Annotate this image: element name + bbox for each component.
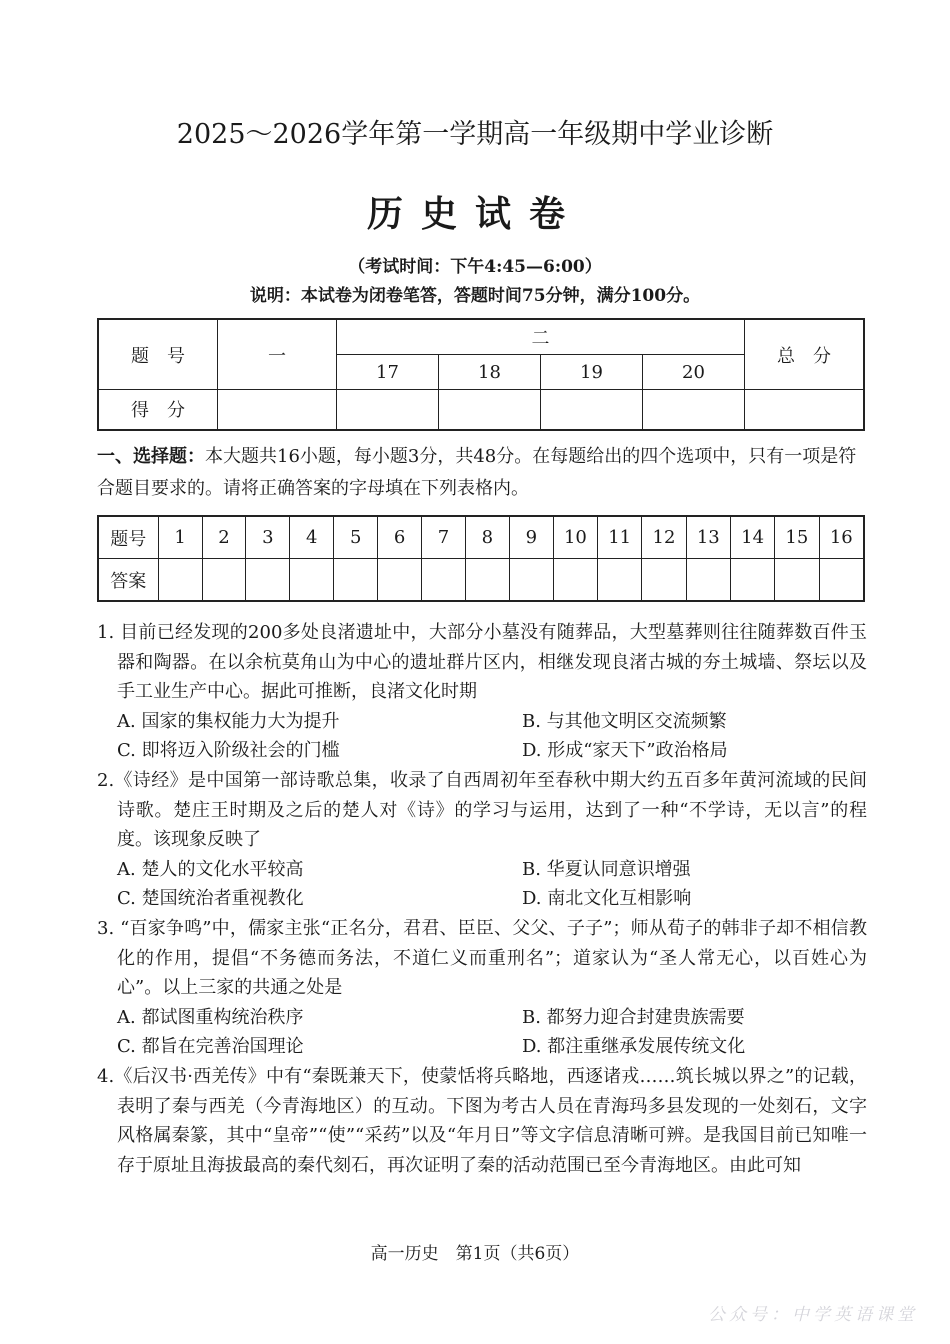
option: D. 形成“家天下”政治格局: [522, 740, 728, 762]
score-cell[interactable]: [745, 390, 865, 430]
answer-number: 3: [246, 516, 290, 559]
question-stem: 3. “百家争鸣”中，儒家主张“正名分，君君、臣臣、父父、子子”；师从荀子的韩非子却不相信教化的作用，提倡“不务德而务法，不道仁义而重刑名”；道家认为“圣人常无心，以百姓心为心”。以上三家的共通之处是: [97, 917, 867, 999]
options: [97, 707, 867, 766]
answer-number: 5: [334, 516, 378, 559]
answer-cell[interactable]: [158, 559, 202, 602]
option: C. 都旨在完善治国理论: [117, 1036, 304, 1058]
answer-cell[interactable]: [598, 559, 642, 602]
answer-cell[interactable]: [465, 559, 509, 602]
option: B. 华夏认同意识增强: [522, 858, 691, 880]
answer-number: 14: [730, 516, 774, 559]
answer-number: 8: [465, 516, 509, 559]
score-cell[interactable]: [439, 390, 541, 430]
sub-17: 17: [337, 355, 439, 390]
score-label: 得 分: [98, 390, 218, 430]
score-cell[interactable]: [218, 390, 337, 430]
answer-number-label: 题号: [98, 516, 158, 559]
answer-cell[interactable]: [290, 559, 334, 602]
question-stem: 2.《诗经》是中国第一部诗歌总集，收录了自西周初年至春秋中期大约五百多年黄河流域的民间诗歌。楚庄王时期及之后的楚人对《诗》的学习与运用，达到了一种“不学诗，无以言”的程度。该现象反映了: [97, 769, 867, 851]
answer-number: 15: [775, 516, 819, 559]
answer-label: 答案: [98, 559, 158, 602]
page-footer: 高一历史 第1页（共6页）: [370, 1244, 580, 1264]
score-table: [97, 318, 865, 431]
answer-number: 11: [598, 516, 642, 559]
sub-19: 19: [541, 355, 643, 390]
answer-number: 6: [378, 516, 422, 559]
answer-number: 12: [642, 516, 686, 559]
answer-cell[interactable]: [730, 559, 774, 602]
answer-table: [97, 515, 865, 602]
answer-cell[interactable]: [334, 559, 378, 602]
answer-number: 1: [158, 516, 202, 559]
subject-title: 历史试卷: [366, 194, 583, 235]
option: A. 都试图重构统治秩序: [117, 1006, 304, 1028]
section-one-instructions: [97, 441, 867, 505]
score-cell[interactable]: [541, 390, 643, 430]
option: D. 都注重继承发展传统文化: [522, 1036, 746, 1058]
question-stem: 4.《后汉书·西羌传》中有“秦既兼天下，使蒙恬将兵略地，西逐诸戎……筑长城以界之”的记载，表明了秦与西羌（今青海地区）的互动。下图为考古人员在青海玛多县发现的一处刻石，文字风格属秦篆，其中“皇帝”“使”“采药”以及“年月日”等文字信息清晰可辨。是我国目前已知唯一存于原址且海拔最高的秦代刻石，再次证明了秦的活动范围已至今青海地区。由此可知: [97, 1065, 867, 1176]
answer-cell[interactable]: [686, 559, 730, 602]
question-stem: 1. 目前已经发现的200多处良渚遗址中，大部分小墓没有随葬品，大型墓葬则往往随葬数百件玉器和陶器。在以余杭莫角山为中心的遗址群片区内，相继发现良渚古城的夯土城墙、祭坛以及手工业生产中心。据此可推断，良渚文化时期: [97, 622, 867, 703]
answer-cell[interactable]: [775, 559, 819, 602]
exam-time: （考试时间：下午4:45—6:00）: [348, 257, 602, 277]
option: D. 南北文化互相影响: [522, 888, 692, 910]
option: C. 楚国统治者重视教化: [117, 888, 304, 910]
option: B. 都努力迎合封建贵族需要: [522, 1006, 745, 1028]
options: [97, 855, 867, 914]
exam-note: 说明：本试卷为闭卷笔答，答题时间75分钟，满分100分。: [249, 286, 701, 306]
question-2: [97, 766, 867, 914]
options: [97, 1003, 867, 1062]
answer-number: 4: [290, 516, 334, 559]
answer-number: 16: [819, 516, 864, 559]
option: A. 楚人的文化水平较高: [117, 858, 304, 880]
answer-number: 7: [422, 516, 466, 559]
answer-cell[interactable]: [378, 559, 422, 602]
part-one-header: 一: [218, 319, 337, 390]
answer-cell[interactable]: [553, 559, 597, 602]
answer-number: 9: [509, 516, 553, 559]
option: B. 与其他文明区交流频繁: [522, 710, 727, 732]
answer-number: 2: [202, 516, 246, 559]
answer-cell[interactable]: [246, 559, 290, 602]
question-4: [97, 1062, 867, 1180]
answer-cell[interactable]: [202, 559, 246, 602]
answer-number: 13: [686, 516, 730, 559]
question-number-label: 题 号: [98, 319, 218, 390]
section-heading: 一、选择题：: [97, 446, 205, 467]
answer-number: 10: [553, 516, 597, 559]
exam-title: 2025～2026学年第一学期高一年级期中学业诊断: [176, 119, 774, 150]
option: C. 即将迈入阶级社会的门槛: [117, 740, 340, 762]
answer-cell[interactable]: [509, 559, 553, 602]
score-cell[interactable]: [643, 390, 745, 430]
question-1: [97, 618, 867, 766]
answer-cell[interactable]: [642, 559, 686, 602]
answer-cell[interactable]: [422, 559, 466, 602]
part-two-header: 二: [337, 319, 745, 355]
score-cell[interactable]: [337, 390, 439, 430]
sub-18: 18: [439, 355, 541, 390]
option: A. 国家的集权能力大为提升: [117, 710, 340, 732]
section-text: 本大题共16小题，每小题3分，共48分。在每题给出的四个选项中，只有一项是符合题目要求的。请将正确答案的字母填在下列表格内。: [97, 446, 857, 499]
answer-cell[interactable]: [819, 559, 864, 602]
sub-20: 20: [643, 355, 745, 390]
question-3: [97, 914, 867, 1062]
questions: [97, 618, 867, 1180]
total-header: 总 分: [745, 319, 865, 390]
watermark: 公众号：中学英语课堂: [708, 1305, 918, 1325]
